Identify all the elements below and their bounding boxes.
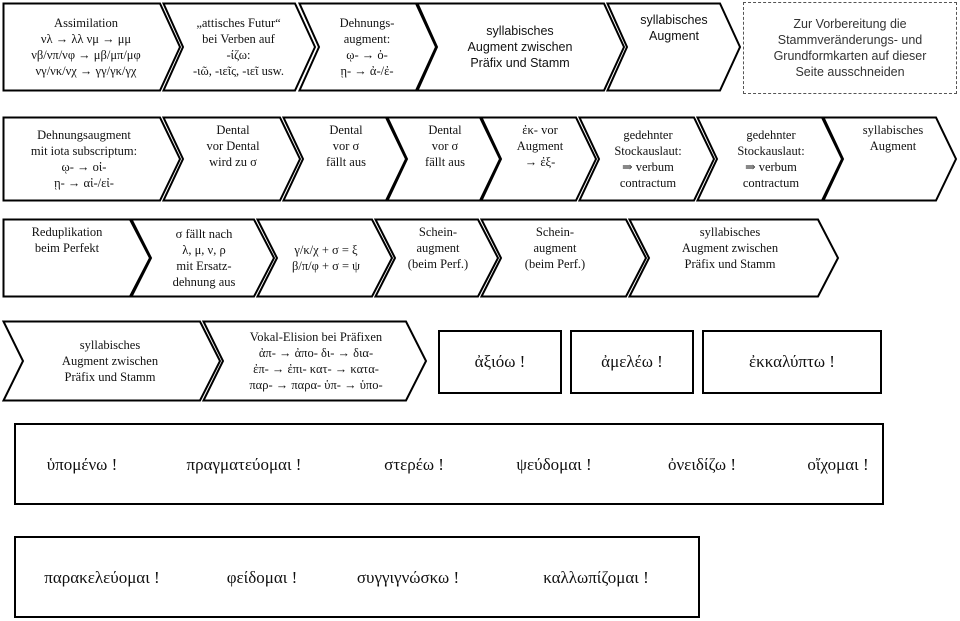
card-gedehnter-stockauslaut-2: gedehnter Stockauslaut: ⇒ verbum contractum bbox=[696, 116, 844, 202]
word-kallopizomai: καλλωπίζομαι ! bbox=[543, 568, 649, 587]
row-4 bbox=[0, 320, 960, 402]
row-3 bbox=[0, 218, 960, 298]
word-pheidomai: φείδομαι ! bbox=[226, 568, 298, 587]
card-dehnungsaugment-iota: Dehnungsaugment mit iota subscriptum: ῳ- → οἰ- ῃ- → αἰ-/εἰ- bbox=[2, 116, 182, 202]
card-scheinaugment-1: Schein- augment (beim Perf.) bbox=[374, 218, 500, 298]
card-reduplikation: Reduplikation beim Perfekt bbox=[2, 218, 152, 298]
word-oichomai: οἴχομαι ! bbox=[807, 455, 869, 474]
card-vokal-elision: Vokal-Elision bei Präfixen ἀπ- → ἀπο- δι- → δια- ἐπ- → ἐπι- κατ- → κατα- παρ- → παρα- ὑπ- → ὑπο- bbox=[202, 320, 428, 402]
card-ameleo: ἀμελέω ! bbox=[570, 330, 694, 394]
card-axioo: ἀξιόω ! bbox=[438, 330, 562, 394]
word-stereo: στερέω ! bbox=[384, 455, 444, 474]
card-gedehnter-stockauslaut-1: gedehnter Stockauslaut: ⇒ verbum contractum bbox=[578, 116, 716, 202]
card-ekkalypto: ἐκκαλύπτω ! bbox=[702, 330, 882, 394]
card-scheinaugment-2: Schein- augment (beim Perf.) bbox=[480, 218, 648, 298]
card-dehnungsaugment-1: Dehnungs- augment: ῳ- → ὀ- ῃ- → ἀ-/ἐ- bbox=[298, 2, 438, 92]
card-sigma-faellt-nach: σ fällt nach λ, μ, ν, ρ mit Ersatz- dehnung aus bbox=[130, 218, 276, 298]
card-ek-vor-augment: ἐκ- vor Augment → ἐξ- bbox=[480, 116, 598, 202]
card-dental-vor-dental: Dental vor Dental wird zu σ bbox=[162, 116, 302, 202]
row-2 bbox=[0, 116, 960, 202]
row-5-box bbox=[14, 423, 884, 505]
card-syllabisches-augment-praefix-2: syllabisches Augment zwischen Präfix und Stamm bbox=[628, 218, 840, 298]
card-syllabisches-augment-praefix-1: syllabisches Augment zwischen Präfix und Stamm bbox=[416, 2, 626, 92]
card-assimilation: Assimilation νλ → λλ νμ → μμ νβ/νπ/νφ → μβ/μπ/μφ νγ/νκ/νχ → γγ/γκ/γχ bbox=[2, 2, 182, 92]
card-attisches-futur: „attisches Futur“ bei Verben auf -ίζω: -ιῶ, -ιεῖς, -ιεῖ usw. bbox=[162, 2, 317, 92]
card-syllabisches-augment-1: syllabisches Augment bbox=[606, 2, 742, 92]
card-xi-psi: γ/κ/χ + σ = ξ β/π/φ + σ = ψ bbox=[256, 218, 394, 298]
card-syllabisches-augment-2: syllabisches Augment bbox=[822, 116, 958, 202]
row-6-box bbox=[14, 536, 700, 618]
word-syngignosko: συγγιγνώσκω ! bbox=[356, 568, 460, 587]
cutout-note: Zur Vorbereitung die Stammveränderungs- und Grundformkarten auf dieser Seite ausschneiden bbox=[743, 2, 957, 94]
card-dental-vor-sigma-2: Dental vor σ fällt aus bbox=[386, 116, 502, 202]
card-dental-vor-sigma-1: Dental vor σ fällt aus bbox=[282, 116, 408, 202]
word-hypomeno: ὑπομένω ! bbox=[46, 455, 118, 474]
card-syllabisches-augment-praefix-3: syllabisches Augment zwischen Präfix und Stamm bbox=[2, 320, 222, 402]
word-pragmateuomai: πραγματεύομαι ! bbox=[186, 455, 302, 474]
word-oneidizo: ὀνειδίζω ! bbox=[667, 455, 737, 474]
row-1 bbox=[0, 2, 960, 92]
word-pseudomai: ψεύδομαι ! bbox=[516, 455, 592, 474]
word-parakeleuomai: παρακελεύομαι ! bbox=[44, 568, 160, 587]
